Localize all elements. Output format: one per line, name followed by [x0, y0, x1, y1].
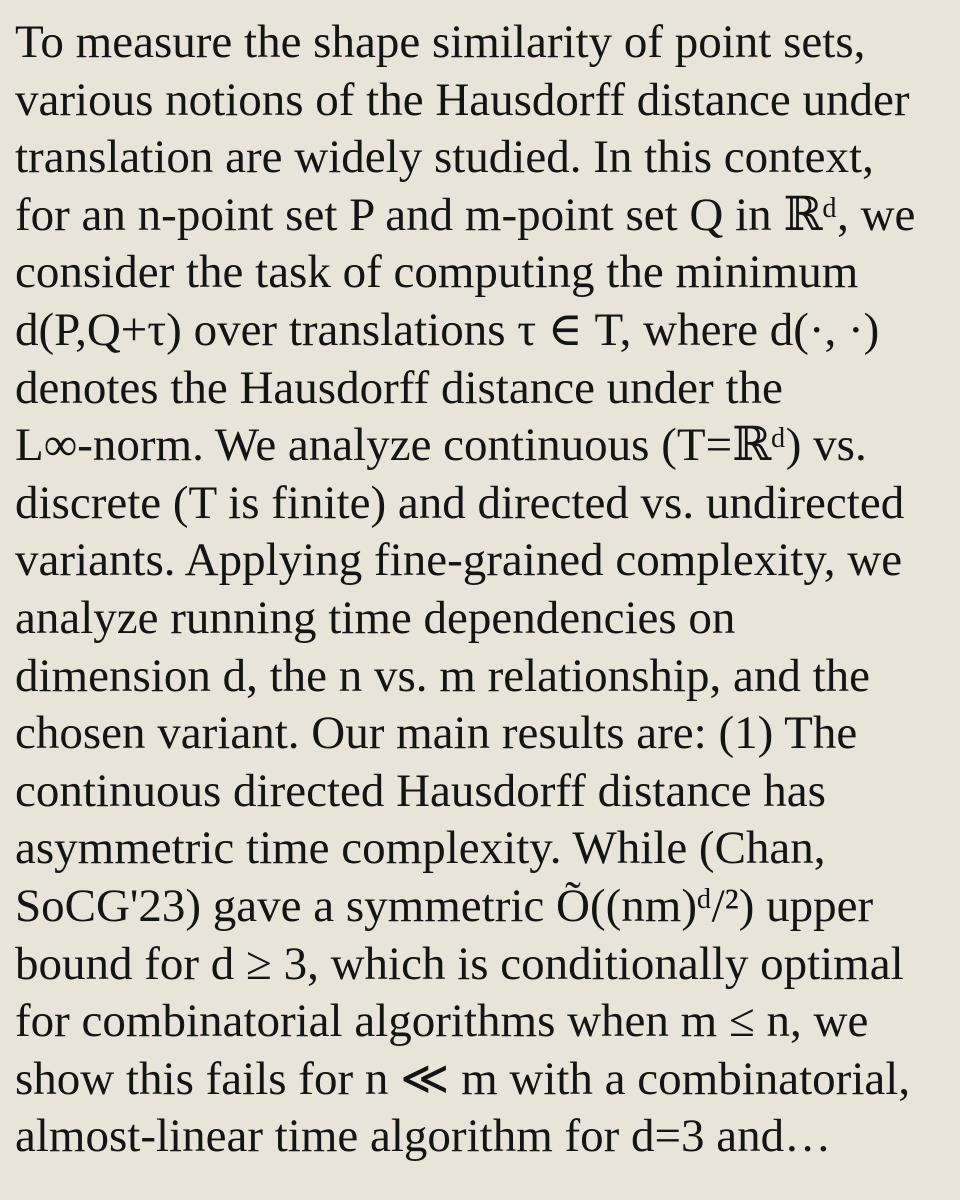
text-line: translation are widely studied. In this context,	[15, 131, 874, 184]
text-line: analyze running time dependencies on	[15, 591, 736, 644]
text-line: almost-linear time algorithm for d=3 and…	[15, 1110, 832, 1163]
text-line: variants. Applying fine-grained complexity, we	[15, 534, 903, 587]
text-line: asymmetric time complexity. While (Chan,	[15, 822, 826, 875]
text-line: dimension d, the n vs. m relationship, and the	[15, 649, 871, 702]
text-line: discrete (T is finite) and directed vs. undirected	[15, 476, 905, 529]
text-line: consider the task of computing the minimum	[15, 246, 859, 299]
text-line: To measure the shape similarity of point sets,	[15, 16, 866, 68]
text-line: show this fails for n ≪ m with a combinatorial,	[15, 1052, 911, 1105]
text-line: for combinatorial algorithms when m ≤ n, we	[15, 995, 869, 1048]
text-line: L∞-norm. We analyze continuous (T=ℝᵈ) vs.	[15, 419, 867, 472]
text-line: denotes the Hausdorff distance under the	[15, 361, 783, 414]
text-line: d(P,Q+τ) over translations τ ∈ T, where d(·, ·)	[15, 303, 880, 356]
text-line: for an n-point set P and m-point set Q in ℝᵈ, we	[15, 188, 916, 241]
text-line: chosen variant. Our main results are: (1) The	[15, 707, 858, 760]
abstract-text	[15, 14, 948, 1166]
text-line: bound for d ≥ 3, which is conditionally optimal	[15, 937, 904, 990]
text-line: continuous directed Hausdorff distance has	[15, 764, 826, 817]
text-line: various notions of the Hausdorff distance under	[15, 73, 910, 126]
text-line: SoCG'23) gave a symmetric Õ((nm)ᵈ/²) upper	[15, 879, 874, 932]
